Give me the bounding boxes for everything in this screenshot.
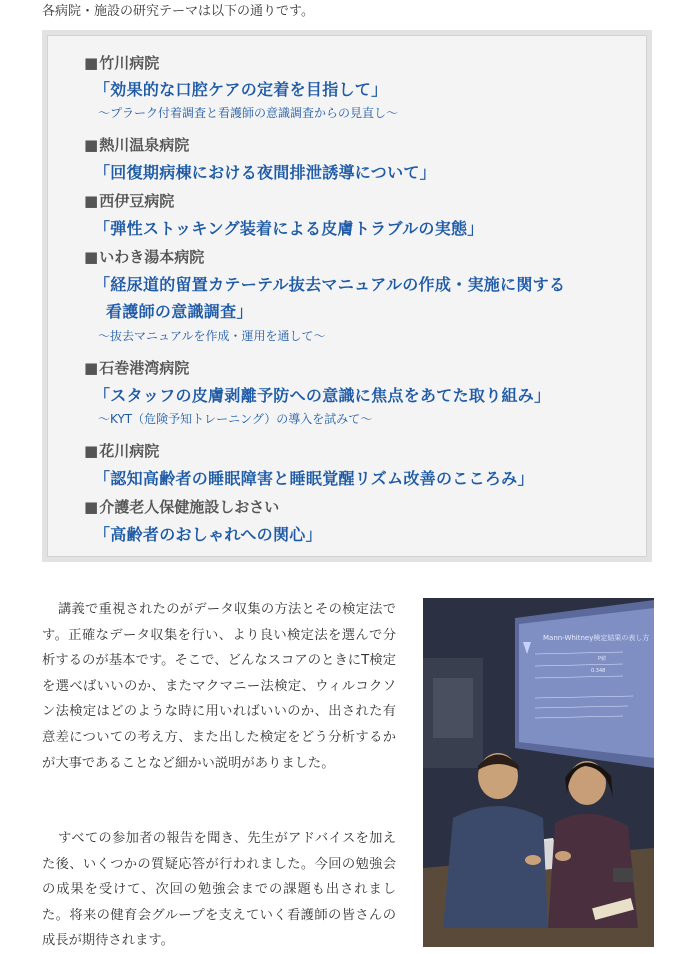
research-theme: 「効果的な口腔ケアの定着を目指して」 — [94, 80, 388, 99]
research-subtitle: 〜KYT（危険予知トレーニング）の導入を試みて〜 — [98, 412, 373, 426]
body-paragraph: すべての参加者の報告を聞き、先生がアドバイスを加えた後、いくつかの質疑応答が行われました。今回の勉強会の成果を受けて、次回の勉強会までの課題も出されました。将来の健育会グループを支えていく看護師の皆さんの成長が期待されます。 — [42, 831, 396, 949]
research-theme: 「高齢者のおしゃれへの関心」 — [94, 525, 322, 544]
slide-title: Mann-Whitney検定結果の表し方 — [543, 634, 650, 642]
research-theme: 「回復期病棟における夜間排泄誘導について」 — [94, 163, 436, 182]
hospital-name: ■竹川病院 — [84, 54, 160, 72]
research-theme-continued: 看護師の意識調査」 — [106, 302, 253, 321]
research-theme: 「認知高齢者の睡眠障害と睡眠覚醒リズム改善のこころみ」 — [94, 469, 534, 488]
research-subtitle: 〜抜去マニュアルを作成・運用を通して〜 — [98, 329, 326, 343]
research-theme: 「弾性ストッキング装着による皮膚トラブルの実態」 — [94, 219, 484, 238]
research-themes-box — [42, 30, 652, 562]
body-paragraph: 講義で重視されたのがデータ収集の方法とその検定法です。正確なデータ収集を行い、より良い検定法を選んで分析するのが基本です。そこで、どんなスコアのときにT検定を選べばいいのか、またマクマニー法検定、ウィルコクソン法検定はどのような時に用いればいいのか、出された有意差についての考え方、また出した検定をどう分析するかが大事であることなど細かい説明がありました。 — [42, 602, 396, 771]
slide-cell: 0.348 — [591, 668, 606, 674]
research-theme: 「経尿道的留置カテーテル抜去マニュアルの作成・実施に関する — [94, 275, 566, 294]
hospital-name: ■熱川温泉病院 — [84, 136, 190, 154]
hospital-name: ■いわき湯本病院 — [84, 248, 205, 266]
intro-text: 各病院・施設の研究テーマは以下の通りです。 — [42, 4, 314, 19]
hospital-name: ■介護老人保健施設しおさい — [84, 498, 280, 516]
hospital-name: ■花川病院 — [84, 442, 160, 460]
hospital-name: ■石巻港湾病院 — [84, 359, 190, 377]
study-session-photo — [423, 598, 654, 947]
research-subtitle: 〜プラーク付着調査と看護師の意識調査からの見直し〜 — [98, 106, 399, 120]
slide-cell: P値 — [598, 656, 607, 662]
hospital-name: ■西伊豆病院 — [84, 192, 175, 210]
photo-illustration — [423, 598, 654, 947]
research-themes-panel — [47, 35, 647, 557]
research-theme: 「スタッフの皮膚剥離予防への意識に焦点をあてた取り組み」 — [94, 386, 551, 405]
